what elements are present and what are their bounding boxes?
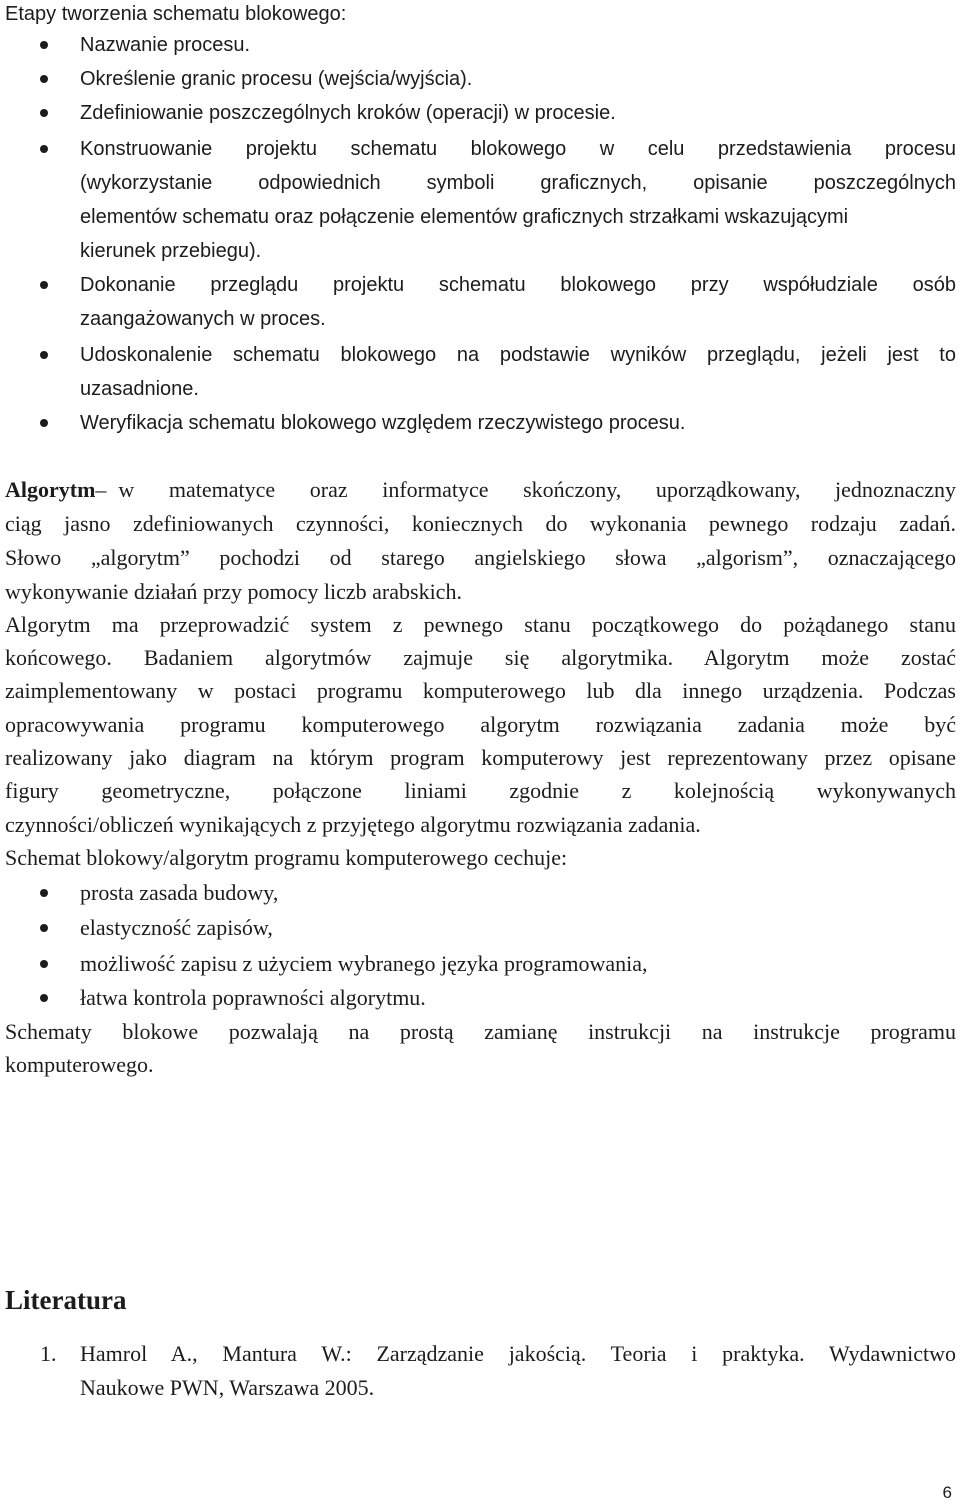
feature-3: możliwość zapisu z użyciem wybranego języka programowania, (80, 951, 648, 976)
step-4-line-2: (wykorzystanie odpowiednich symboli graficznych, opisanie poszczególnych (80, 172, 956, 194)
conclusion-line-2: komputerowego. (5, 1052, 154, 1077)
definition-text: w matematyce oraz informatyce skończony, uporządkowany, jednoznaczny (118, 477, 956, 502)
paragraph-line-2: końcowego. Badaniem algorytmów zajmuje się algorytmika. Algorytm może zostać (5, 645, 956, 670)
bullet-icon (40, 281, 48, 289)
step-7: Weryfikacja schematu blokowego względem rzeczywistego procesu. (80, 412, 686, 434)
bullet-icon (40, 145, 48, 153)
algorithm-term: Algorytm (5, 477, 96, 502)
reference-line-1: Hamrol A., Mantura W.: Zarządzanie jakością. Teoria i praktyka. Wydawnictwo (80, 1341, 956, 1366)
bullet-icon (40, 419, 48, 427)
paragraph-line-5: realizowany jako diagram na którym program komputerowy jest reprezentowany przez opisane (5, 745, 956, 770)
bullet-icon (40, 889, 48, 897)
bullet-icon (40, 924, 48, 932)
step-2: Określenie granic procesu (wejścia/wyjścia). (80, 68, 473, 90)
paragraph-line-6: figury geometryczne, połączone liniami zgodnie z kolejnością wykonywanych (5, 778, 956, 803)
features-intro: Schemat blokowy/algorytm programu komputerowego cechuje: (5, 845, 568, 870)
step-5-line-1: Dokonanie przeglądu projektu schematu blokowego przy współudziale osób (80, 274, 956, 296)
page-number: 6 (942, 1483, 952, 1502)
etymology-line-1: Słowo „algorytm” pochodzi od starego angielskiego słowa „algorism”, oznaczającego (5, 545, 956, 570)
bullet-icon (40, 109, 48, 117)
bullet-icon (40, 75, 48, 83)
step-5-line-2: zaangażowanych w proces. (80, 308, 326, 330)
paragraph-line-4: opracowywania programu komputerowego algorytm rozwiązania zadania może być (5, 712, 956, 737)
reference-line-2: Naukowe PWN, Warszawa 2005. (80, 1375, 375, 1400)
section-title: Etapy tworzenia schematu blokowego: (5, 3, 347, 25)
bullet-icon (40, 960, 48, 968)
paragraph-line-7: czynności/obliczeń wynikających z przyjętego algorytmu rozwiązania zadania. (5, 812, 701, 837)
conclusion-line-1: Schematy blokowe pozwalają na prostą zamianę instrukcji na instrukcje programu (5, 1019, 956, 1044)
reference-number: 1. (40, 1341, 57, 1366)
bullet-icon (40, 41, 48, 49)
step-4-line-4: kierunek przebiegu). (80, 240, 262, 262)
step-4-line-3: elementów schematu oraz połączenie elementów graficznych strzałkami wskazującymi (80, 206, 849, 228)
paragraph-line-1: Algorytm ma przeprowadzić system z pewnego stanu początkowego do pożądanego stanu (5, 612, 956, 637)
literature-heading: Literatura (5, 1285, 127, 1315)
paragraph-line-3: zaimplementowany w postaci programu komputerowego lub dla innego urządzenia. Podczas (5, 678, 956, 703)
definition-line-1: Algorytm – w matematyce oraz informatyce skończony, uporządkowany, jednoznaczny (5, 473, 956, 506)
feature-1: prosta zasada budowy, (80, 880, 279, 905)
definition-line-2: ciąg jasno zdefiniowanych czynności, koniecznych do wykonania pewnego rodzaju zadań. (5, 511, 956, 536)
step-6-line-1: Udoskonalenie schematu blokowego na podstawie wyników przeglądu, jeżeli jest to (80, 344, 956, 366)
bullet-icon (40, 994, 48, 1002)
feature-4: łatwa kontrola poprawności algorytmu. (80, 985, 426, 1010)
etymology-line-2: wykonywanie działań przy pomocy liczb arabskich. (5, 579, 462, 604)
step-4-line-1: Konstruowanie projektu schematu blokowego w celu przedstawienia procesu (80, 138, 956, 160)
step-1: Nazwanie procesu. (80, 34, 251, 56)
feature-2: elastyczność zapisów, (80, 915, 273, 940)
bullet-icon (40, 351, 48, 359)
step-3: Zdefiniowanie poszczególnych kroków (operacji) w procesie. (80, 102, 616, 124)
step-6-line-2: uzasadnione. (80, 378, 199, 400)
